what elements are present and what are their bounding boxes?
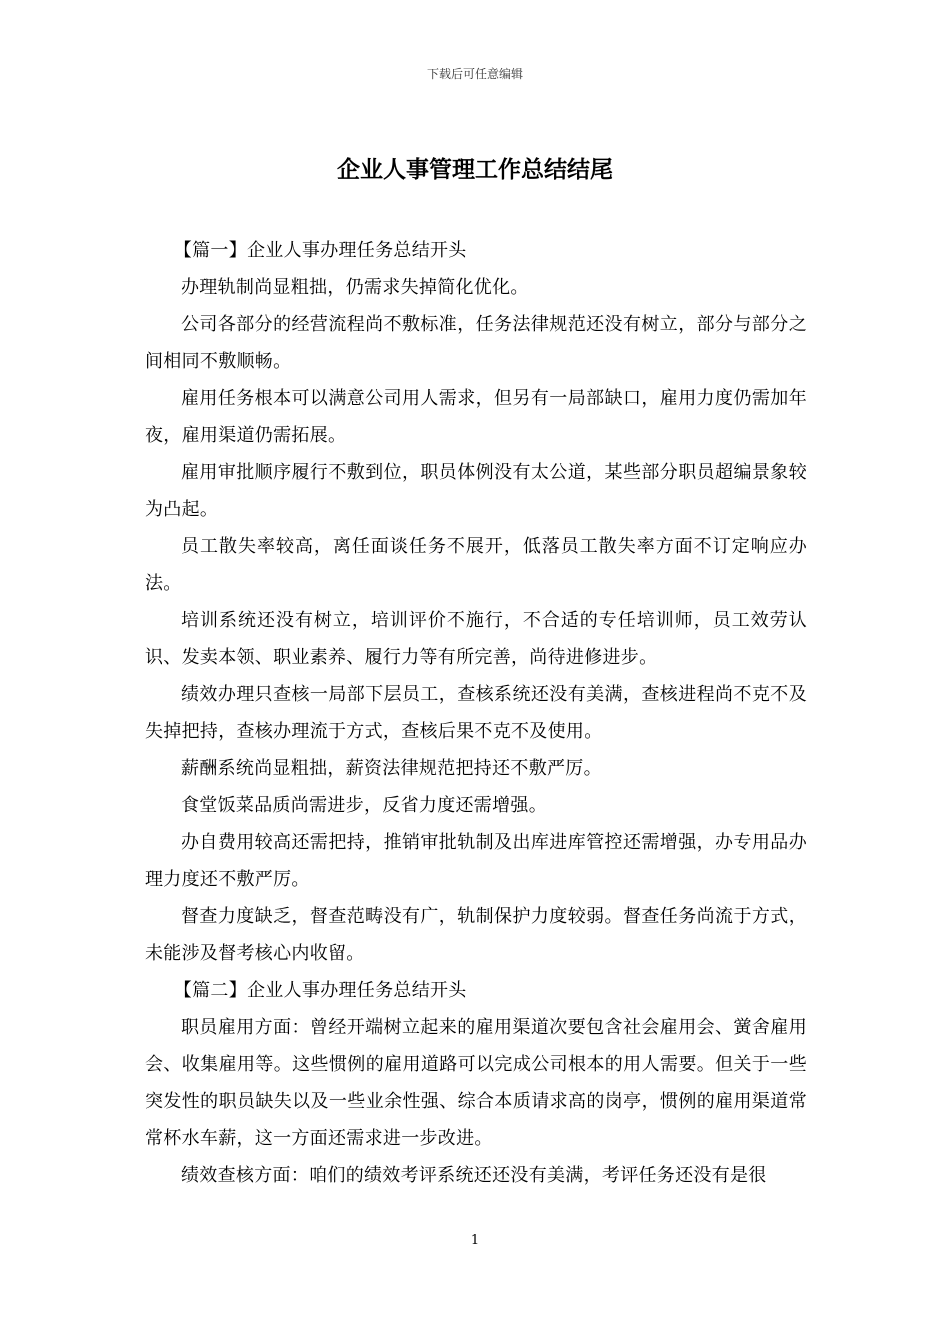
paragraph: 员工散失率较高，离任面谈任务不展开，低落员工散失率方面不订定响应办法。 bbox=[145, 536, 807, 594]
paragraph: 绩效查核方面：咱们的绩效考评系统还还没有美满，考评任务还没有是很 bbox=[181, 1165, 767, 1186]
section-heading: 【篇一】企业人事办理任务总结开头 bbox=[173, 240, 467, 261]
section-heading: 【篇二】企业人事办理任务总结开头 bbox=[173, 980, 467, 1001]
paragraph: 薪酬系统尚显粗拙，薪资法律规范把持还不敷严厉。 bbox=[181, 758, 602, 779]
paragraph: 食堂饭菜品质尚需进步，反省力度还需增强。 bbox=[181, 795, 547, 816]
paragraph: 培训系统还没有树立，培训评价不施行，不合适的专任培训师，员工效劳认识、发卖本领、职业素养、履行力等有所完善，尚待进修进步。 bbox=[145, 610, 807, 668]
paragraph: 雇用审批顺序履行不敷到位，职员体例没有太公道，某些部分职员超编景象较为凸起。 bbox=[145, 462, 807, 520]
header-note: 下载后可任意编辑 bbox=[426, 67, 523, 81]
paragraph: 雇用任务根本可以满意公司用人需求，但另有一局部缺口，雇用力度仍需加年夜，雇用渠道仍需拓展。 bbox=[145, 388, 807, 446]
document-body bbox=[145, 232, 807, 1194]
paragraph: 办理轨制尚显粗拙，仍需求失掉简化优化。 bbox=[181, 277, 529, 298]
paragraph: 公司各部分的经营流程尚不敷标准，任务法律规范还没有树立，部分与部分之间相同不敷顺畅。 bbox=[145, 314, 807, 372]
page-number: 1 bbox=[470, 1233, 480, 1248]
paragraph: 职员雇用方面：曾经开端树立起来的雇用渠道次要包含社会雇用会、黉舍雇用会、收集雇用等。这些惯例的雇用道路可以完成公司根本的用人需要。但关于一些突发性的职员缺失以及一些业余性强、综合本质请求高的岗亭，惯例的雇用渠道常常杯水车薪，这一方面还需求进一步改进。 bbox=[145, 1017, 807, 1149]
paragraph: 绩效办理只查核一局部下层员工，查核系统还没有美满，查核进程尚不克不及失掉把持，查核办理流于方式，查核后果不克不及使用。 bbox=[145, 684, 807, 742]
paragraph: 办自费用较高还需把持，推销审批轨制及出库进库管控还需增强，办专用品办理力度还不敷严厉。 bbox=[145, 832, 807, 890]
paragraph: 督查力度缺乏，督查范畴没有广，轨制保护力度较弱。督查任务尚流于方式，未能涉及督考核心内收留。 bbox=[145, 906, 807, 964]
document-title: 企业人事管理工作总结结尾 bbox=[337, 156, 613, 183]
